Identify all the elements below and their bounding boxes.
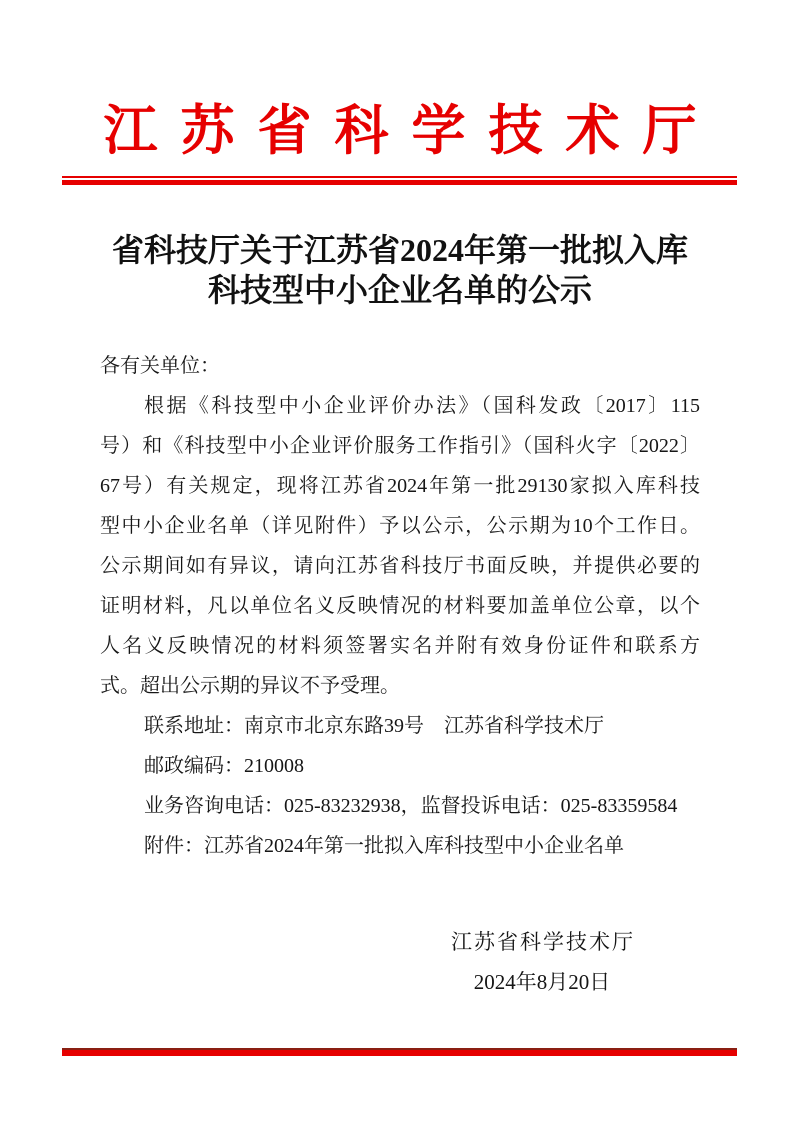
doc-title-line1: 省科技厅关于江苏省2024年第一批拟入库 xyxy=(111,232,688,268)
body-line: 各有关单位： xyxy=(100,355,220,377)
body-line: 证明材料，凡以单位名义反映情况的材料要加盖单位公章，以个 xyxy=(100,595,700,617)
doc-title xyxy=(0,230,800,310)
body-line: 型中小企业名单（详见附件）予以公示，公示期为10个工作日。 xyxy=(100,515,700,537)
signature-date: 2024年8月20日 xyxy=(473,970,611,994)
doc-title-line2: 科技型中小企业名单的公示 xyxy=(207,272,592,308)
masthead-org-title: 江苏省科学技术厅 xyxy=(103,101,720,161)
footer-rule xyxy=(62,1048,737,1056)
signature-org: 江苏省科学技术厅 xyxy=(451,930,635,954)
signature-block xyxy=(412,922,672,1002)
body-text xyxy=(100,346,700,866)
body-line: 67号）有关规定，现将江苏省2024年第一批29130家拟入库科技 xyxy=(100,475,700,497)
body-line: 联系地址：南京市北京东路39号 江苏省科学技术厅 xyxy=(144,715,604,737)
body-line: 公示期间如有异议，请向江苏省科技厅书面反映，并提供必要的 xyxy=(100,555,700,577)
masthead-double-rule xyxy=(62,176,737,185)
body-line: 号）和《科技型中小企业评价服务工作指引》（国科火字〔2022〕 xyxy=(100,435,700,457)
body-line: 根据《科技型中小企业评价办法》（国科发政〔2017〕115 xyxy=(144,395,700,417)
body-line: 人名义反映情况的材料须签署实名并附有效身份证件和联系方 xyxy=(100,635,700,657)
body-line: 式。超出公示期的异议不予受理。 xyxy=(100,675,400,697)
body-line: 附件：江苏省2024年第一批拟入库科技型中小企业名单 xyxy=(144,835,624,857)
body-line: 邮政编码：210008 xyxy=(144,755,304,777)
body-line: 业务咨询电话：025-83232938，监督投诉电话：025-83359584 xyxy=(144,795,678,817)
